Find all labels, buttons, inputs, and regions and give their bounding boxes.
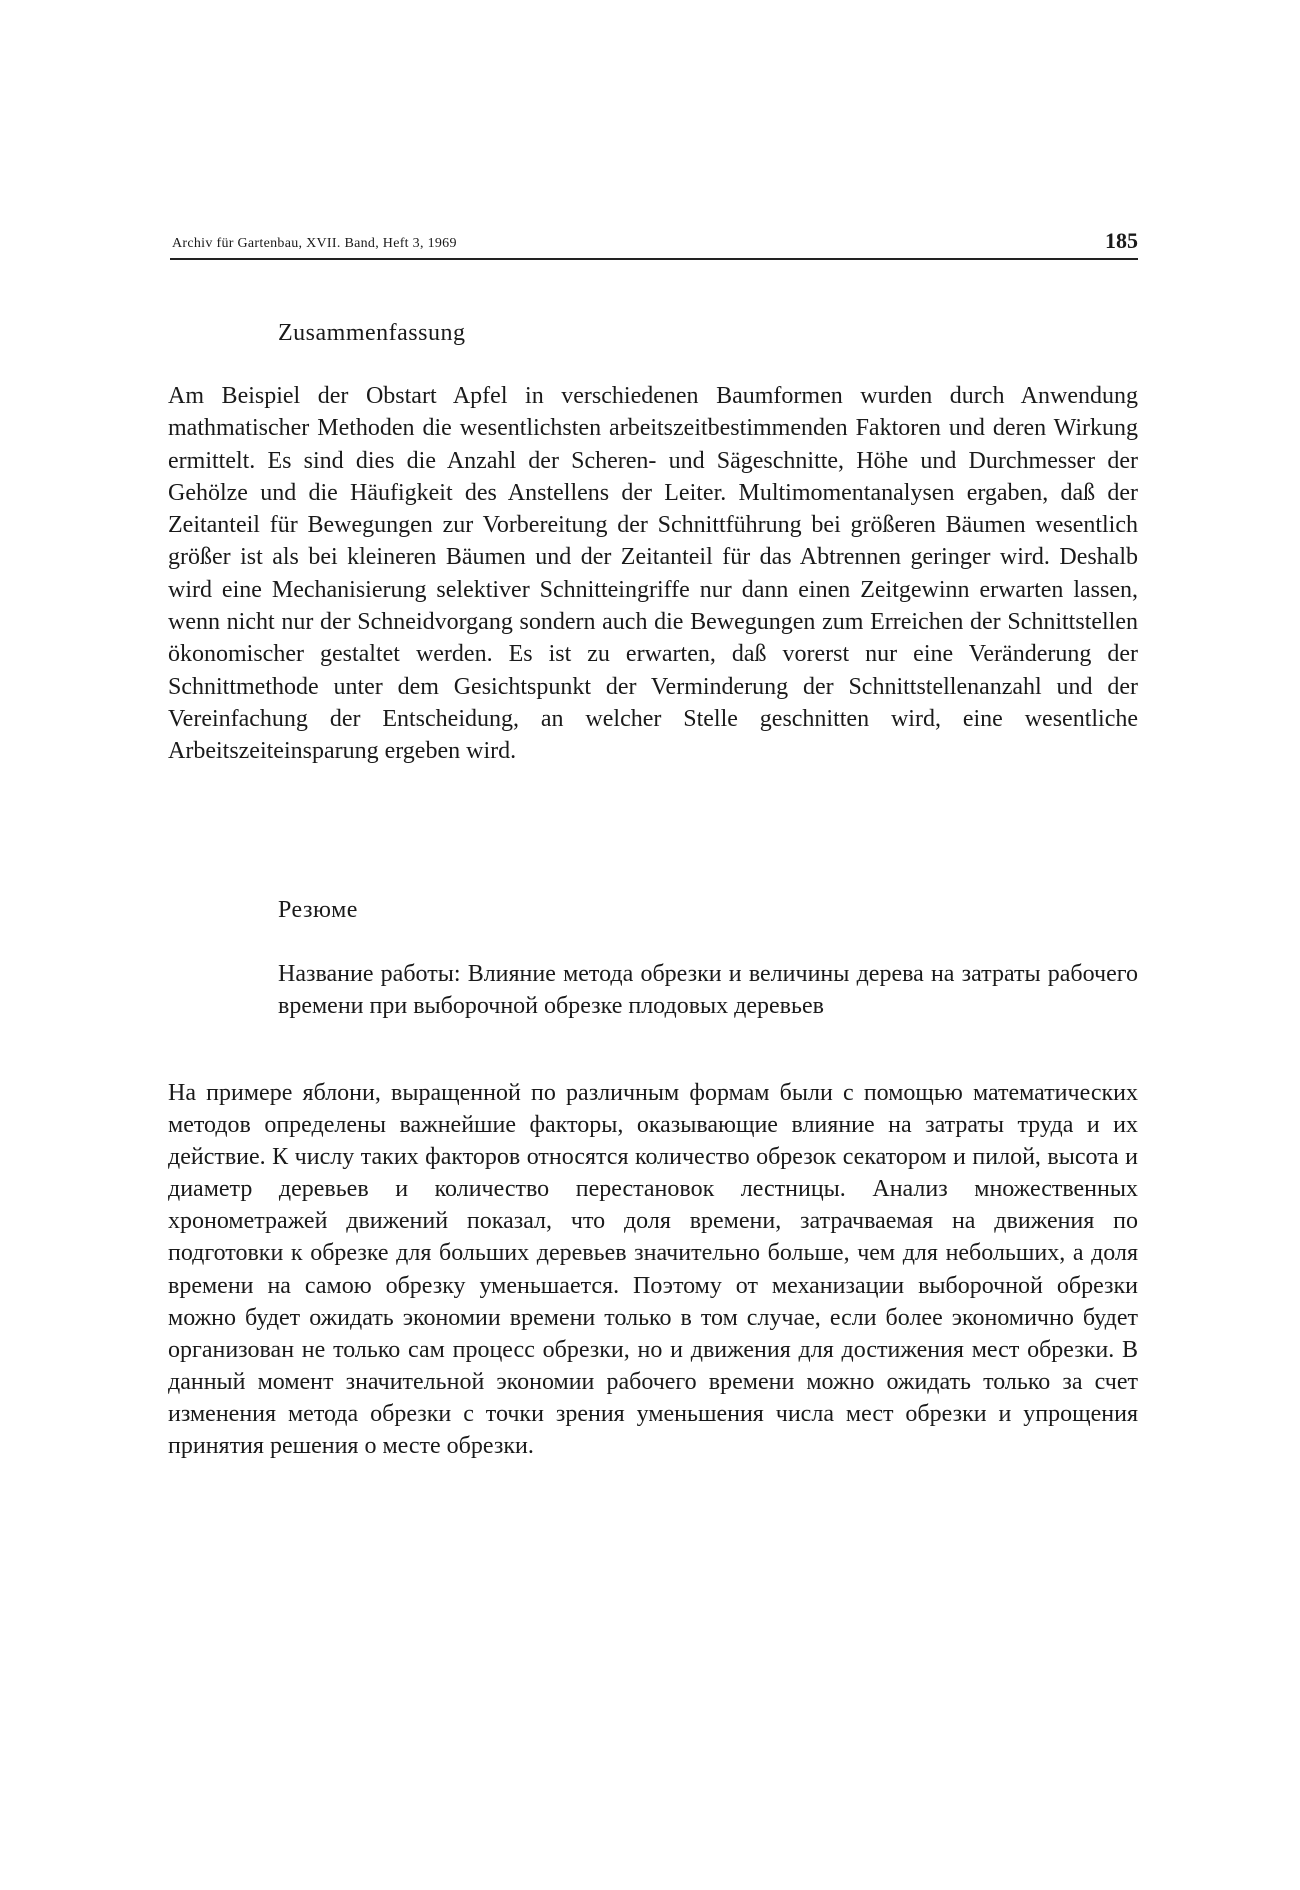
journal-reference: Archiv für Gartenbau, XVII. Band, Heft 3, 1969 [172, 236, 457, 251]
summary-ru-paragraph: На примере яблони, выращенной по различным формам были с помощью математических методов определены важнейшие факторы, оказывающие влияние на затраты труда и их действие. К числу таких факторов относятся количество обрезок секатором и пилой, высота и диаметр деревьев и количество перестановок лестницы. Анализ множественных хронометражей движений показал, что доля времени, затрачваемая на движения по подготовки к обрезке для больших деревьев значительно больше, чем для небольших, а доля времени на самою обрезку уменьшается. Поэтому от механизации выборочной обрезки можно будет ожидать экономии времени только в том случае, если более экономично будет организован не только сам процесс обрезки, но и движения для достижения мест обрезки. В данный момент значительной экономии рабочего времени можно ожидать только за счет изменения метода обрезки с точки зрения уменьшения числа мест обрезки и упрощения принятия решения о месте обрезки. [168, 1080, 1138, 1460]
summary-de-paragraph: Am Beispiel der Obstart Apfel in verschiedenen Baumformen wurden durch Anwendung mathmatischer Methoden die wesentlichsten arbeitszeitbestimmenden Faktoren und deren Wirkung ermittelt. Es sind dies die Anzahl der Scheren- und Sägeschnitte, Höhe und Durchmesser der Gehölze und die Häufigkeit des Anstellens der Leiter. Multimomentanalysen ergaben, daß der Zeitanteil für Bewegungen zur Vorbereitung der Schnittführung bei größeren Bäumen wesentlich größer ist als bei kleineren Bäumen und der Zeitanteil für das Abtrennen geringer wird. Deshalb wird eine Mechanisierung selektiver Schnitteingriffe nur dann einen Zeitgewinn erwarten lassen, wenn nicht nur der Schneidvorgang sondern auch die Bewegungen zum Erreichen der Schnittstellen ökonomischer gestaltet werden. Es ist zu erwarten, daß vorerst nur eine Veränderung der Schnittmethode unter dem Gesichtspunkt der Verminderung der Schnittstellenanzahl und der Vereinfachung der Entscheidung, an welcher Stelle geschnitten wird, eine wesentliche Arbeitszeiteinsparung ergeben wird. [168, 383, 1138, 765]
summary-ru-heading: Резюме [278, 897, 358, 923]
page-number: 185 [1105, 228, 1138, 253]
running-header [170, 228, 1138, 260]
summary-de-heading: Zusammenfassung [278, 320, 466, 346]
summary-ru-work-title: Название работы: Влияние метода обрезки и величины дерева на затраты рабочего времени при выборочной обрезке плодовых деревьев [278, 961, 1138, 1019]
